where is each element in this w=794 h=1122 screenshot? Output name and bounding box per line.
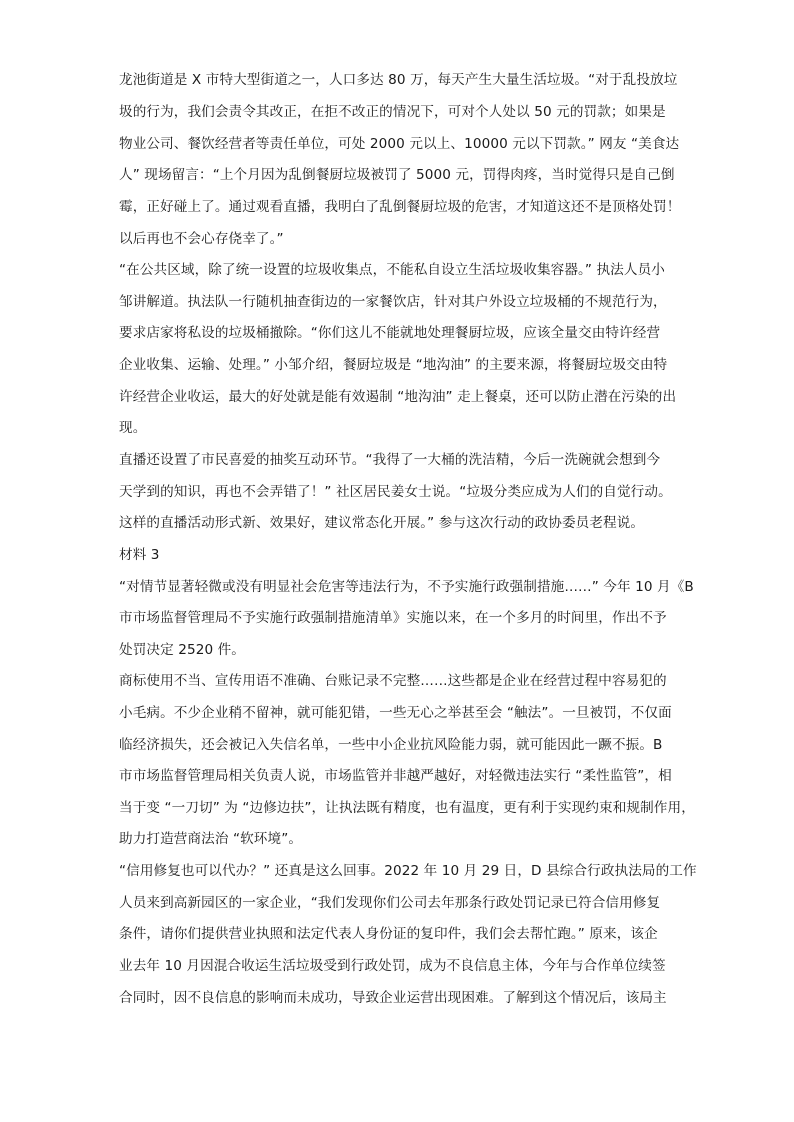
text-line: 处罚决定 2520 件。 bbox=[119, 642, 245, 658]
text-line: 这样的直播活动形式新、效果好，建议常态化开展。” 参与这次行动的政协委员老程说。 bbox=[119, 515, 645, 531]
text-line: 圾的行为，我们会责令其改正，在拒不改正的情况下，可对个人处以 50 元的罚款；如果是 bbox=[119, 104, 666, 120]
text-line: 人员来到高新园区的一家企业，“我们发现你们公司去年那条行政处罚记录已符合信用修复 bbox=[119, 895, 661, 911]
text-line: 临经济损失，还会被记入失信名单，一些中小企业抗风险能力弱，就可能因此一蹶不振。B bbox=[119, 737, 663, 753]
text-line: “对情节显著轻微或没有明显社会危害等违法行为，不予实施行政强制措施……” 今年 10 月《B bbox=[119, 579, 694, 595]
text-line: 现。 bbox=[119, 420, 147, 436]
text-line: 物业公司、餐饮经营者等责任单位，可处 2000 元以上、10000 元以下罚款。” 网友 “美食达 bbox=[119, 136, 680, 152]
text-line: 助力打造营商法治 “软环境”。 bbox=[119, 831, 303, 847]
text-line: 市市场监督管理局相关负责人说，市场监管并非越严越好，对轻微违法实行 “柔性监管”，相 bbox=[119, 768, 672, 784]
text-line: 小毛病。不少企业稍不留神，就可能犯错，一些无心之举甚至会 “触法”。一旦被罚，不仅面 bbox=[119, 705, 672, 721]
text-line: “信用修复也可以代办？” 还真是这么回事。2022 年 10 月 29 日，D 县综合行政执法局的工作 bbox=[119, 863, 697, 879]
text-line: 当于变 “一刀切” 为 “边修边扶”，让执法既有精度，也有温度，更有利于实现约束和规制作用， bbox=[119, 800, 695, 816]
section-heading: 材料 3 bbox=[119, 547, 160, 563]
text-line: 商标使用不当、宣传用语不准确、台账记录不完整……这些都是企业在经营过程中容易犯的 bbox=[119, 673, 667, 689]
text-line: 要求店家将私设的垃圾桶撤除。“你们这儿不能就地处理餐厨垃圾，应该全量交由特许经营 bbox=[119, 325, 661, 341]
text-line: 业去年 10 月因混合收运生活垃圾受到行政处罚，成为不良信息主体，今年与合作单位续签 bbox=[119, 958, 666, 974]
text-line: 霉，正好碰上了。通过观看直播，我明白了乱倒餐厨垃圾的危害，才知道这还不是顶格处罚！ bbox=[119, 199, 681, 215]
text-line: 企业收集、运输、处理。” 小邹介绍，餐厨垃圾是 “地沟油” 的主要来源，将餐厨垃圾交由特 bbox=[119, 357, 668, 373]
text-line: “在公共区域，除了统一设置的垃圾收集点，不能私自设立生活垃圾收集容器。” 执法人员小 bbox=[119, 262, 665, 278]
text-line: 市市场监督管理局不予实施行政强制措施清单》实施以来，在一个多月的时间里，作出不予 bbox=[119, 610, 667, 626]
text-line: 人” 现场留言：“上个月因为乱倒餐厨垃圾被罚了 5000 元，罚得肉疼，当时觉得只是自己倒 bbox=[119, 167, 675, 183]
text-line: 天学到的知识，再也不会弄错了！” 社区居民姜女士说。“垃圾分类应成为人们的自觉行动。 bbox=[119, 484, 672, 500]
text-line: 龙池街道是 X 市特大型街道之一，人口多达 80 万，每天产生大量生活垃圾。“对于乱投放垃 bbox=[119, 72, 678, 88]
text-line: 合同时，因不良信息的影响而未成功，导致企业运营出现困难。了解到这个情况后，该局主 bbox=[119, 990, 667, 1006]
text-line: 条件，请你们提供营业执照和法定代表人身份证的复印件，我们会去帮忙跑。” 原来，该企 bbox=[119, 926, 658, 942]
text-line: 以后再也不会心存侥幸了。” bbox=[119, 231, 284, 247]
text-line: 邹讲解道。执法队一行随机抽查街边的一家餐饮店，针对其户外设立垃圾桶的不规范行为， bbox=[119, 294, 667, 310]
text-line: 许经营企业收运，最大的好处就是能有效遏制 “地沟油” 走上餐桌，还可以防止潜在污染的出 bbox=[119, 389, 677, 405]
text-line: 直播还设置了市民喜爱的抽奖互动环节。“我得了一大桶的洗洁精，今后一洗碗就会想到今 bbox=[119, 452, 661, 468]
